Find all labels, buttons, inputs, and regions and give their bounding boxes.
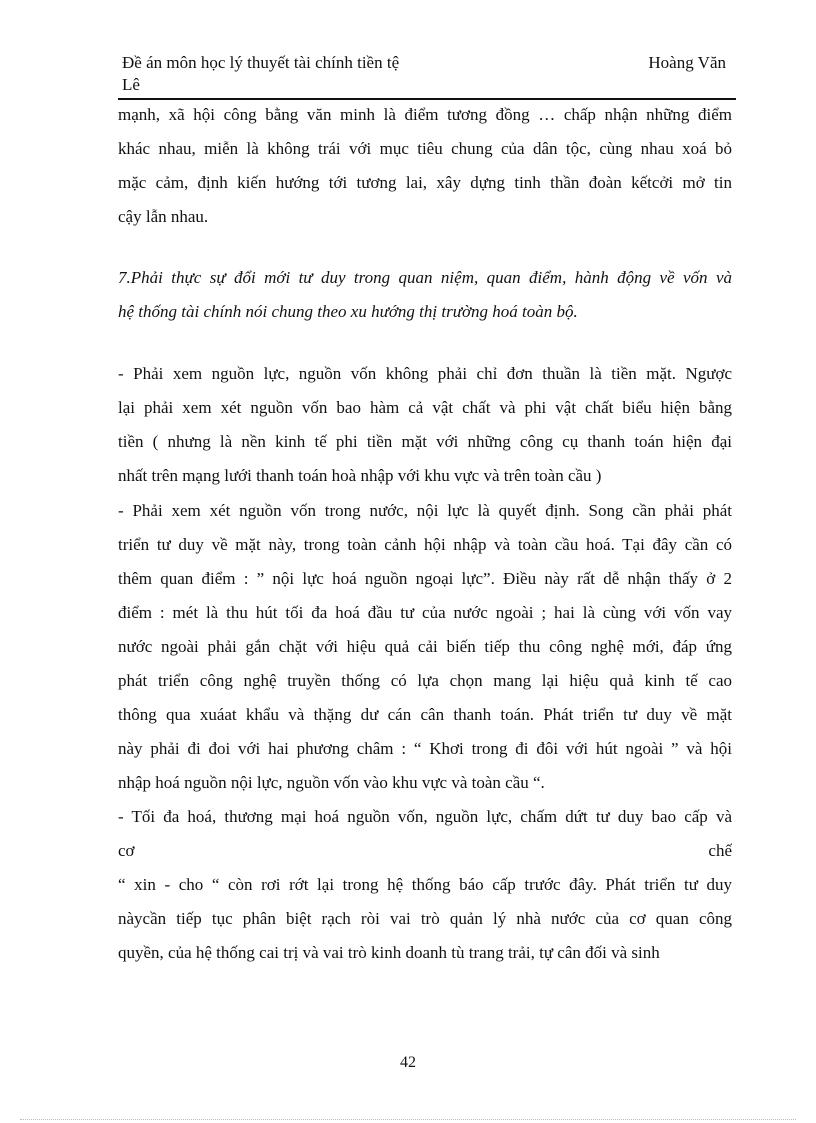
paragraph-commercialization: [118, 800, 732, 970]
text-line: lại phải xem xét nguồn vốn bao hàm cả vật chất và phi vật chất biểu hiện bằng: [118, 398, 732, 417]
text-line: tiền ( nhưng là nền kinh tế phi tiền mặt với những công cụ thanh toán hiện đại: [118, 432, 732, 451]
text-line: điểm : mét là thu hút tối đa hoá đầu tư của nước ngoài ; hai là cùng với vốn vay: [118, 603, 732, 622]
text-line: này phải đi đoi với hai phương châm : “ Khơi trong đi đôi với hút ngoài ” và hội: [118, 739, 732, 758]
section-heading-7: [118, 261, 732, 329]
text-line: mạnh, xã hội công bằng văn minh là điểm tương đồng … chấp nhận những điểm: [118, 105, 732, 124]
text-line: nhất trên mạng lưới thanh toán hoà nhập với khu vực và trên toàn cầu ): [118, 466, 602, 485]
text-line-split: [118, 834, 732, 868]
header-author: Hoàng Văn: [648, 53, 726, 72]
header-author-wrap: Lê: [122, 75, 140, 94]
paragraph-continuation: [118, 98, 732, 234]
text-line: - Phải xem xét nguồn vốn trong nước, nội lực là quyết định. Song cần phải phát: [118, 501, 732, 520]
text-line: quyền, của hệ thống cai trị và vai trò kinh doanh tù trang trải, tự cân đối và sinh: [118, 943, 660, 962]
paragraph-resources: [118, 357, 732, 493]
text-line: “ xin - cho “ còn rơi rớt lại trong hệ thống báo cấp trước đây. Phát triển tư duy: [118, 875, 732, 894]
text-line: phát triển công nghệ truyền thống có lựa chọn mang lại hiệu quả kinh tế cao: [118, 671, 732, 690]
text-line: nước ngoài phải gắn chặt với hiệu quả cải biến tiếp thu công nghệ mới, đáp ứng: [118, 637, 732, 656]
text-line: thông qua xuáat khẩu và thặng dư cán cân thanh toán. Phát triển tư duy về mặt: [118, 705, 732, 724]
text-line: thêm quan điểm : ” nội lực hoá nguồn ngoại lực”. Điều này rất dễ nhận thấy ở 2: [118, 569, 732, 588]
header-title: Đề án môn học lý thuyết tài chính tiền tệ: [122, 53, 400, 72]
paragraph-domestic-capital: [118, 494, 732, 800]
split-left-word: cơ: [118, 841, 135, 860]
text-line: cậy lẫn nhau.: [118, 207, 209, 226]
split-right-word: chế: [708, 841, 732, 860]
page-number: 42: [400, 1054, 416, 1071]
text-line: triển tư duy về mặt này, trong toàn cảnh hội nhập và toàn cầu hoá. Tại đây cần có: [118, 535, 732, 554]
text-line: - Phải xem nguồn lực, nguồn vốn không phải chỉ đơn thuần là tiền mặt. Ngược: [118, 364, 732, 383]
text-line: khác nhau, miễn là không trái với mục tiêu chung của dân tộc, cùng nhau xoá bỏ: [118, 139, 732, 158]
text-line: nhập hoá nguồn nội lực, nguồn vốn vào khu vực và toàn cầu “.: [118, 773, 545, 792]
page-bottom-edge: [20, 1119, 796, 1120]
heading-line: hệ thống tài chính nói chung theo xu hướng thị trường hoá toàn bộ.: [118, 302, 578, 321]
text-line: - Tối đa hoá, thương mại hoá nguồn vốn, nguồn lực, chấm dứt tư duy bao cấp và: [118, 807, 732, 826]
text-line: nàycần tiếp tục phân biệt rạch ròi vai trò quản lý nhà nước của cơ quan công: [118, 909, 732, 928]
heading-line: 7.Phải thực sự đổi mới tư duy trong quan niệm, quan điểm, hành động về vốn và: [118, 268, 732, 287]
text-line: mặc cảm, định kiến hướng tới tương lai, xây dựng tinh thần đoàn kếtcởi mở tin: [118, 173, 732, 192]
